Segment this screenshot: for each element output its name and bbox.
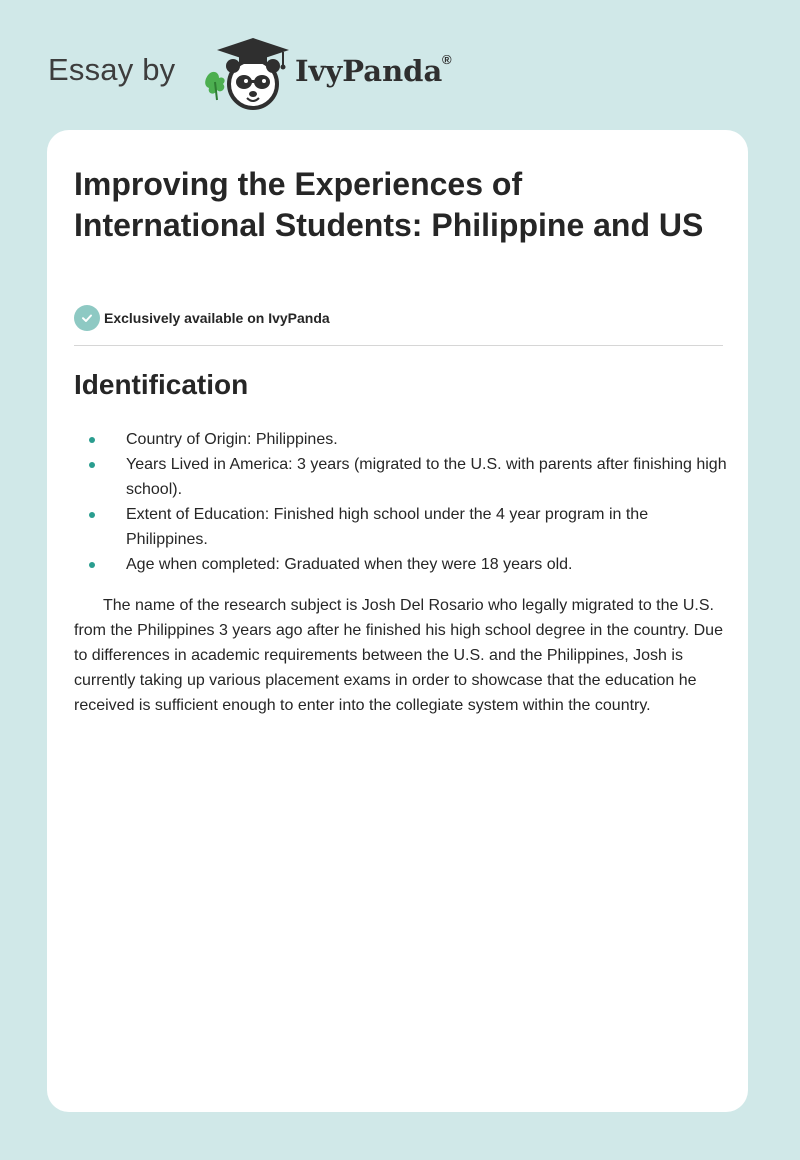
site-header xyxy=(48,34,508,114)
exclusive-label: Exclusively available on IvyPanda xyxy=(104,310,330,326)
list-item-text: Country of Origin: Philippines. xyxy=(126,431,338,448)
registered-mark: ® xyxy=(442,52,452,67)
identification-list xyxy=(74,427,729,577)
bullet-icon xyxy=(89,512,95,518)
check-circle-icon xyxy=(74,305,100,331)
list-item xyxy=(74,452,729,502)
bullet-icon xyxy=(89,462,95,468)
list-item xyxy=(74,502,729,552)
exclusive-badge xyxy=(74,305,330,331)
list-item xyxy=(74,552,729,577)
brand-name[interactable]: IvyPanda xyxy=(295,54,443,88)
list-item-text: Years Lived in America: 3 years (migrated to the U.S. with parents after finishing high school). xyxy=(126,456,727,498)
section-heading: Identification xyxy=(74,369,249,400)
essay-card xyxy=(47,130,748,1112)
bullet-icon xyxy=(89,437,95,443)
list-item xyxy=(74,427,729,452)
panda-graduation-cap-icon[interactable] xyxy=(203,34,293,110)
bullet-icon xyxy=(89,562,95,568)
page-title: Improving the Experiences of International Students: Philippine and US xyxy=(74,166,704,243)
divider xyxy=(74,345,723,346)
list-item-text: Age when completed: Graduated when they were 18 years old. xyxy=(126,556,573,573)
list-item-text: Extent of Education: Finished high school under the 4 year program in the Philippines. xyxy=(126,506,649,548)
ivy-leaf-icon xyxy=(205,72,224,100)
brand-prefix: Essay by xyxy=(48,52,176,87)
body-paragraph: The name of the research subject is Josh Del Rosario who legally migrated to the U.S. from the Philippines 3 years ago after he finished his high school degree in the country. Due to differences in academic requirements between the U.S. and the Philippines, Josh is currently taking up various placement exams in order to showcase that the education he received is sufficient enough to enter into the collegiate system within the country. xyxy=(74,597,723,714)
